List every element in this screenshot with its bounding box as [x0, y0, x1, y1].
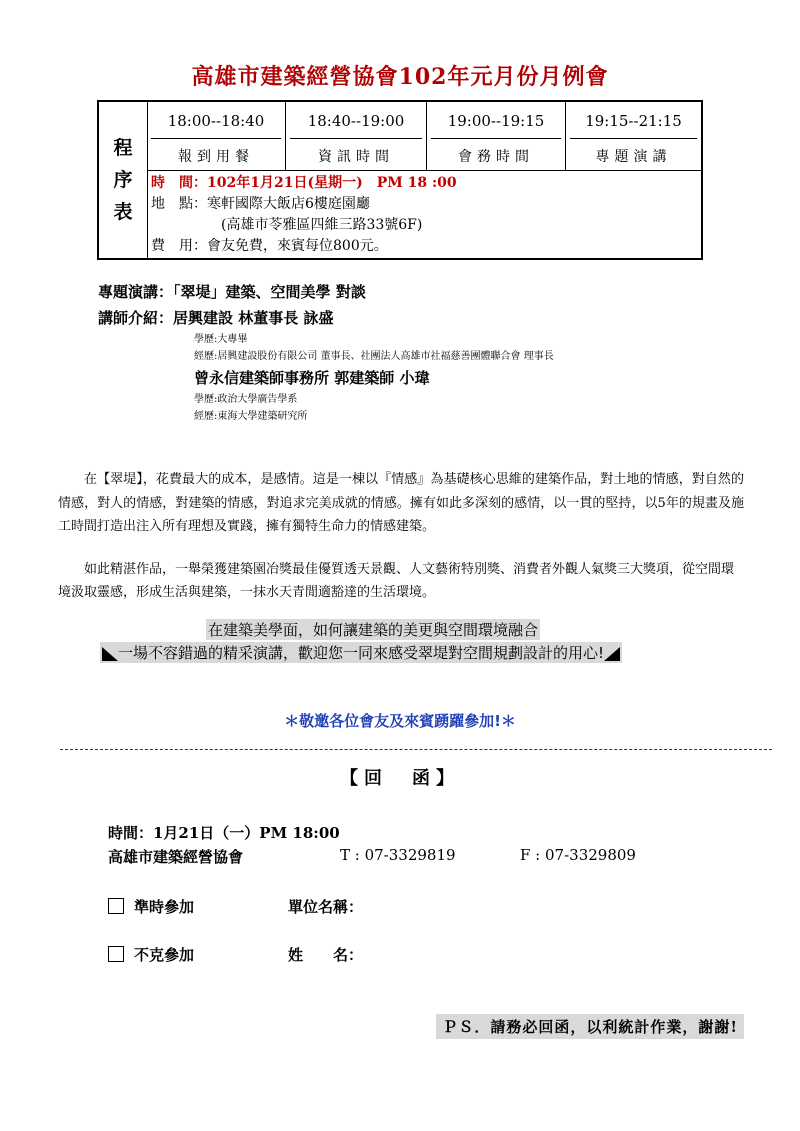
invitation-text: ＊敬邀各位會友及來賓踴躍參加!＊	[284, 712, 516, 730]
absent-checkbox[interactable]	[108, 946, 124, 962]
schedule-column: 18:40--19:00 資訊時間	[286, 102, 427, 170]
page-title: 高雄市建築經營協會102年元月份月例會	[191, 64, 609, 90]
schedule-table	[97, 100, 703, 260]
highlight-line-1: 在建築美學面，如何讓建築的美更與空間環境融合	[208, 621, 539, 639]
speech-section	[98, 279, 554, 425]
event-place: 地 點：寒軒國際大飯店6樓庭園廳	[151, 196, 370, 212]
speech-topic: 專題演講：「翠堤」建築、空間美學 對談	[98, 283, 366, 301]
unit-name-label: 單位名稱：	[288, 898, 364, 916]
reply-org: 高雄市建築經營協會	[108, 848, 244, 866]
attend-checkbox[interactable]	[108, 898, 124, 914]
ps-note: ＰＳ．請務必回函，以利統計作業，謝謝!	[436, 1014, 744, 1039]
awards-paragraph: 如此精湛作品，一舉榮獲建築園冶獎最佳優質透天景觀、人文藝術特別獎、消費者外觀人氣獎三大獎項，從空間環境汲取靈感，形成生活與建築，一抹水天青閒適豁達的生活環境。	[58, 562, 735, 600]
event-address: (高雄市苓雅區四維三路33號6F)	[221, 217, 423, 233]
schedule-column: 19:15--21:15 專題演講	[566, 102, 701, 170]
speaker-1: 講師介紹：居興建設 林董事長 詠盛	[98, 309, 334, 327]
name-label: 姓 名：	[288, 946, 364, 964]
absent-option[interactable]: 不克參加	[108, 944, 194, 965]
reply-tel: T : 07-3329819	[340, 846, 456, 864]
schedule-info	[147, 170, 701, 258]
triangle-right-icon	[604, 647, 620, 661]
triangle-left-icon	[102, 647, 118, 661]
speaker-2-education: 學歷:政治大學廣告學系	[194, 394, 298, 405]
schedule-side-label: 程 序 表	[99, 102, 148, 258]
description-paragraph: 在【翠堤】，花費最大的成本，是感情。這是一棟以『情感』為基礎核心思維的建築作品，對土地的情感，對自然的情感，對人的情感，對建築的情感，對追求完美成就的情感。擁有如此多深刻的感情，以一貫的堅持，以5年的規畫及施工時間打造出注入所有理想及實踐，擁有獨特生命力的情感建築。	[58, 472, 744, 534]
attend-option[interactable]: 準時參加	[108, 896, 194, 917]
schedule-column: 18:00--18:40 報到用餐	[147, 102, 286, 170]
speaker-1-education: 學歷:大專畢	[194, 334, 248, 345]
reply-time: 時間：1月21日（一）PM 18:00	[108, 824, 340, 842]
reply-fax: F : 07-3329809	[520, 846, 636, 864]
highlight-line-2: 一場不容錯過的精采演講，歡迎您一同來感受翠堤對空間規劃設計的用心!	[100, 642, 622, 663]
speaker-2: 曾永信建築師事務所 郭建築師 小瑋	[194, 369, 430, 387]
speaker-2-experience: 經歷:東海大學建築研究所	[194, 411, 308, 422]
speaker-1-experience: 經歷:居興建設股份有限公司 董事長、社團法人高雄市社福慈善團體聯合會 理事長	[194, 351, 554, 362]
reply-title: 【回 函】	[340, 768, 460, 789]
schedule-column: 19:00--19:15 會務時間	[427, 102, 566, 170]
event-fee: 費 用：會友免費，來賓每位800元。	[151, 238, 388, 254]
cut-line-divider	[60, 749, 772, 750]
event-time: 時 間：102年1月21日(星期一) PM 18 :00	[151, 175, 457, 191]
